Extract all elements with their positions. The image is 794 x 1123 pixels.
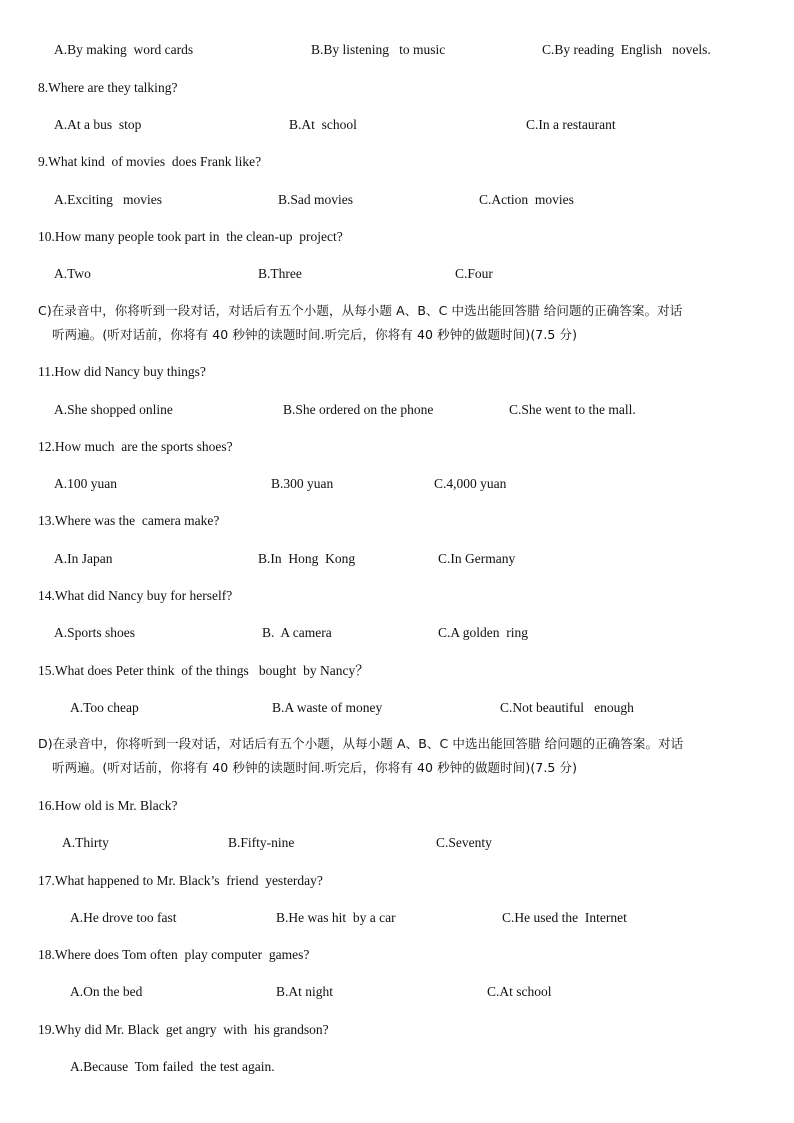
q14-option-b: B. A camera bbox=[262, 625, 332, 640]
q17-option-c: C.He used the Internet bbox=[502, 910, 627, 925]
q12-option-c: C.4,000 yuan bbox=[434, 476, 507, 491]
q13-option-c: C.In Germany bbox=[438, 551, 516, 566]
q13-option-a: A.In Japan bbox=[54, 551, 113, 566]
q9-option-b: B.Sad movies bbox=[278, 192, 354, 207]
q13-option-b: B.In Hong Kong bbox=[258, 551, 356, 566]
q9-option-a: A.Exciting movies bbox=[54, 192, 162, 207]
question-8: 8.Where are they talking? bbox=[38, 80, 178, 95]
q7-option-b: B.By listening to music bbox=[311, 42, 446, 57]
q19-option-a: A.Because Tom failed the test again. bbox=[70, 1059, 275, 1074]
q14-option-c: C.A golden ring bbox=[438, 625, 528, 640]
question-12: 12.How much are the sports shoes? bbox=[38, 439, 233, 454]
q18-option-b: B.At night bbox=[276, 984, 334, 999]
q18-option-c: C.At school bbox=[487, 984, 552, 999]
q11-option-c: C.She went to the mall. bbox=[509, 402, 636, 417]
question-15: 15.What does Peter think of the things bought by Nancy？ bbox=[38, 663, 369, 678]
q12-option-a: A.100 yuan bbox=[54, 476, 117, 491]
q8-option-c: C.In a restaurant bbox=[526, 117, 616, 132]
question-19: 19.Why did Mr. Black get angry with his grandson? bbox=[38, 1022, 329, 1037]
question-11: 11.How did Nancy buy things? bbox=[38, 364, 206, 379]
question-13: 13.Where was the camera make? bbox=[38, 513, 220, 528]
question-9: 9.What kind of movies does Frank like? bbox=[38, 154, 262, 169]
q17-option-b: B.He was hit by a car bbox=[276, 910, 396, 925]
q12-option-b: B.300 yuan bbox=[271, 476, 334, 491]
q16-option-a: A.Thirty bbox=[62, 835, 109, 850]
q18-option-a: A.On the bed bbox=[70, 984, 143, 999]
question-16: 16.How old is Mr. Black? bbox=[38, 798, 178, 813]
q8-option-b: B.At school bbox=[289, 117, 357, 132]
q16-option-b: B.Fifty-nine bbox=[228, 835, 295, 850]
q11-option-a: A.She shopped online bbox=[54, 402, 173, 417]
question-18: 18.Where does Tom often play computer games? bbox=[38, 947, 310, 962]
q14-option-a: A.Sports shoes bbox=[54, 625, 136, 640]
q16-option-c: C.Seventy bbox=[436, 835, 492, 850]
section-c-instructions-line2: 听两遍。(听对话前，你将有 40 秒钟的读题时间.听完后，你将有 40 秒钟的做题时间)(7.5 分) bbox=[52, 327, 578, 342]
question-14: 14.What did Nancy buy for herself? bbox=[38, 588, 233, 603]
question-17: 17.What happened to Mr. Black’s friend yesterday? bbox=[38, 873, 323, 888]
q7-option-c: C.By reading English novels. bbox=[542, 42, 711, 57]
question-10: 10.How many people took part in the clean-up project? bbox=[38, 229, 343, 244]
q10-option-b: B.Three bbox=[258, 266, 302, 281]
q10-option-c: C.Four bbox=[455, 266, 493, 281]
q15-option-c: C.Not beautiful enough bbox=[500, 700, 634, 715]
q15-option-a: A.Too cheap bbox=[70, 700, 139, 715]
section-d-instructions-line2: 听两遍。(听对话前，你将有 40 秒钟的读题时间.听完后，你将有 40 秒钟的做题时间)(7.5 分) bbox=[52, 760, 578, 775]
q7-option-a: A.By making word cards bbox=[54, 42, 194, 57]
q9-option-c: C.Action movies bbox=[479, 192, 574, 207]
q11-option-b: B.She ordered on the phone bbox=[283, 402, 434, 417]
q10-option-a: A.Two bbox=[54, 266, 91, 281]
q15-option-b: B.A waste of money bbox=[272, 700, 383, 715]
section-c-instructions-line1: C)在录音中，你将听到一段对话，对话后有五个小题，从每小题 A、B、C 中选出能回答腊 给问题的正确答案。对话 bbox=[38, 303, 683, 318]
q8-option-a: A.At a bus stop bbox=[54, 117, 142, 132]
q17-option-a: A.He drove too fast bbox=[70, 910, 177, 925]
section-d-instructions-line1: D)在录音中，你将听到一段对话，对话后有五个小题，从每小题 A、B、C 中选出能回答腊 给问题的正确答案。对话 bbox=[38, 736, 684, 751]
